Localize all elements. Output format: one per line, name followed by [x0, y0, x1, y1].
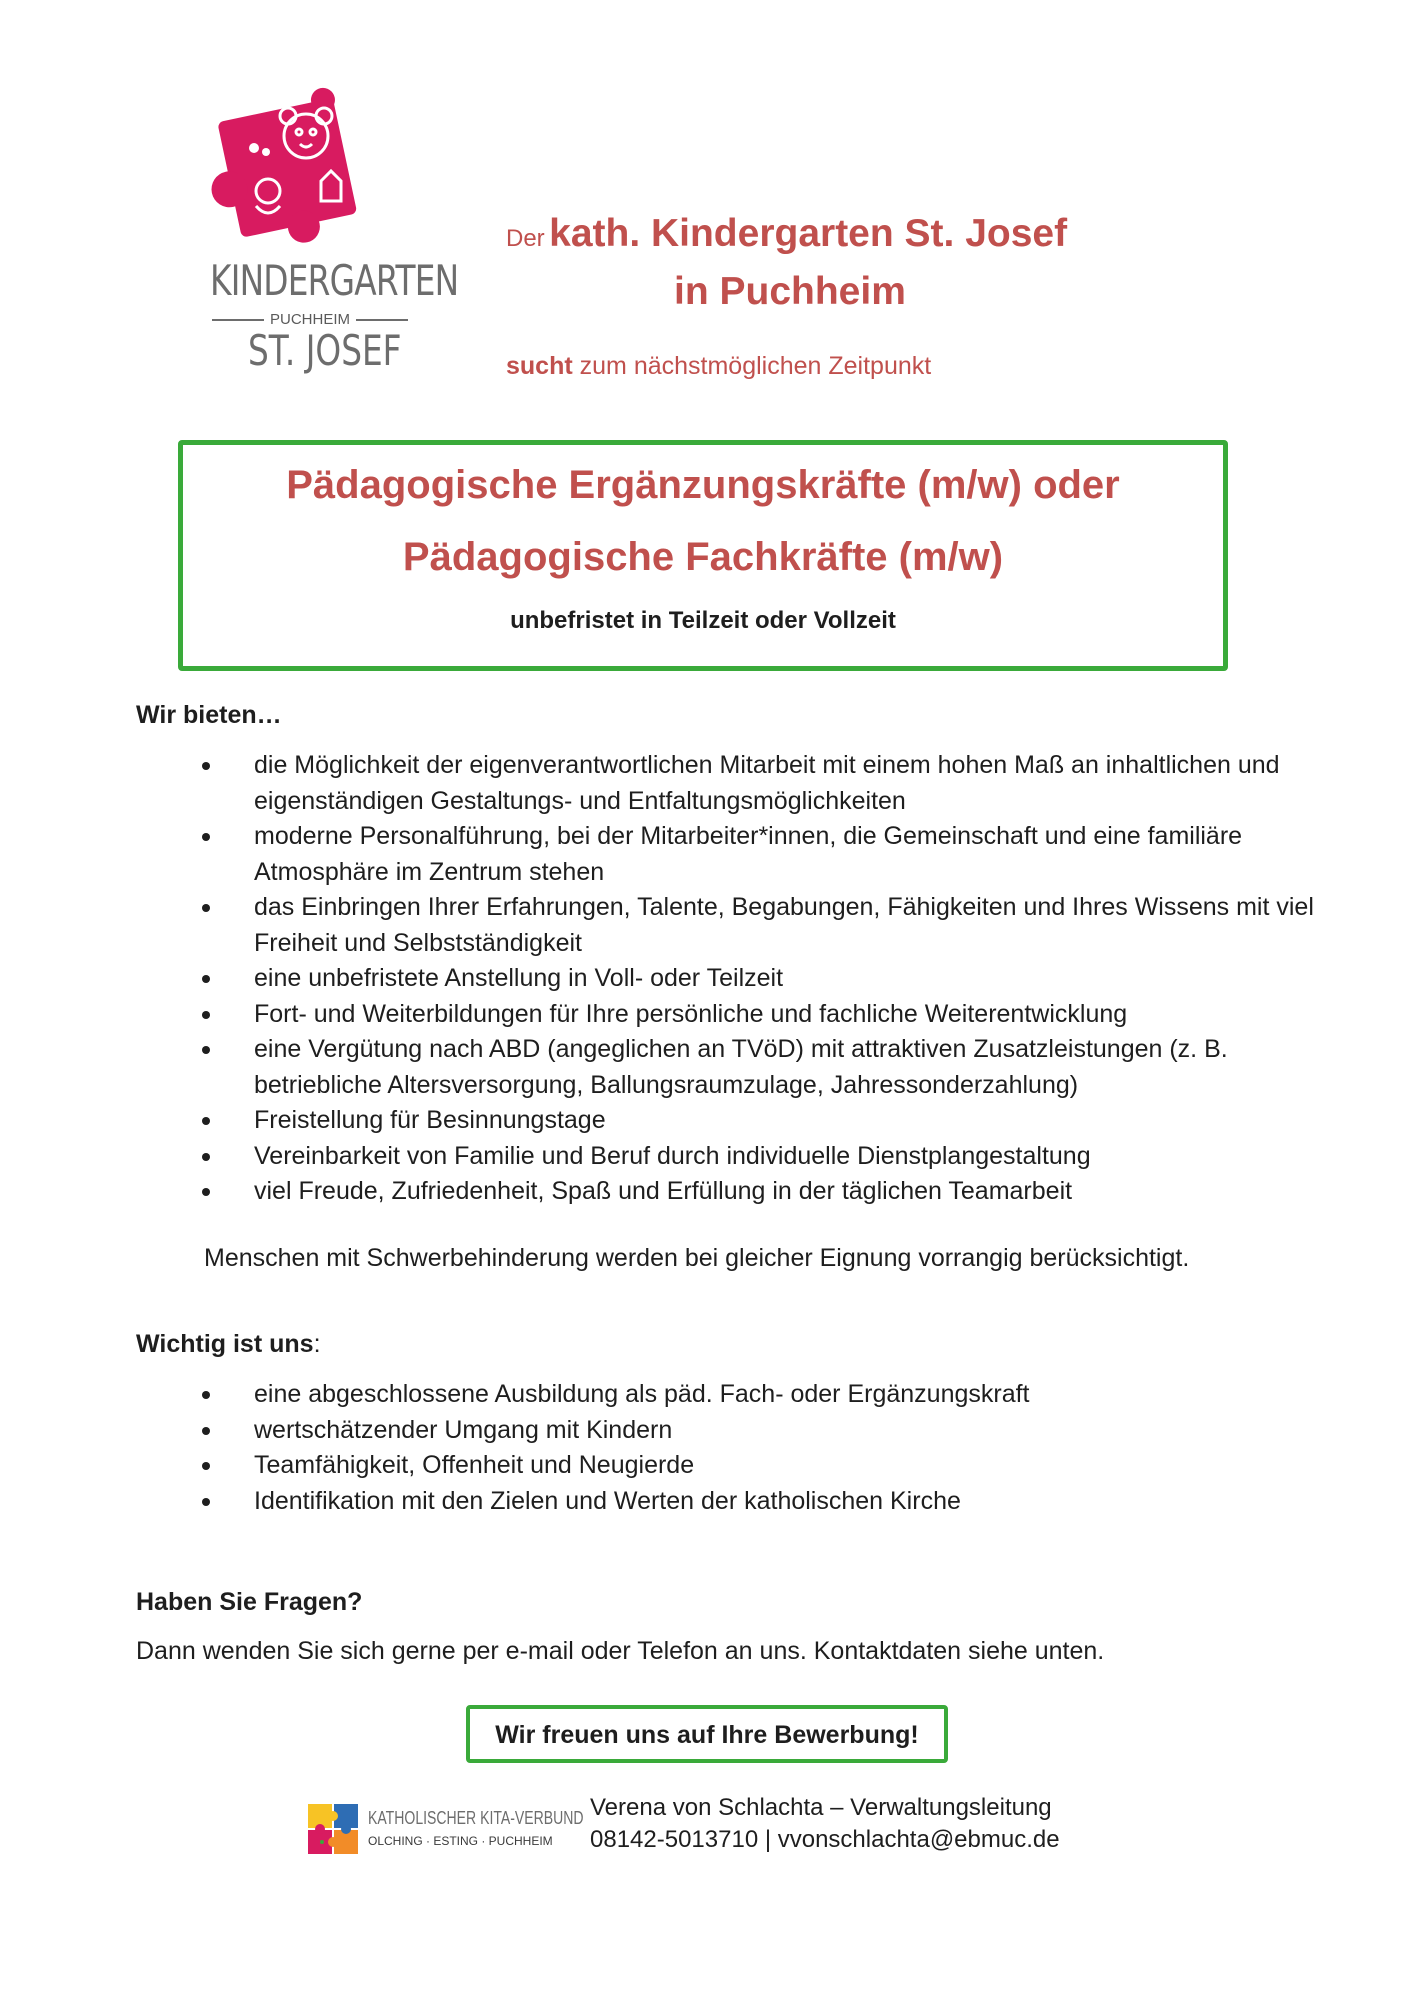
footer-logo-text-1: KATHOLISCHER KITA-VERBUND	[368, 1808, 584, 1828]
puzzle-icon	[306, 1802, 362, 1858]
list-item: Vereinbarkeit von Familie und Beruf durch individuelle Dienstplangestaltung	[198, 1139, 1328, 1175]
requirements-heading-colon: :	[313, 1330, 321, 1358]
list-item: Teamfähigkeit, Offenheit und Neugierde	[198, 1448, 1328, 1484]
job-title-subtitle: unbefristet in Teilzeit oder Vollzeit	[510, 607, 896, 634]
kindergarten-logo	[196, 86, 459, 376]
logo-text-st-josef: ST. JOSEF	[248, 326, 402, 375]
list-item: Freistellung für Besinnungstage	[198, 1103, 1328, 1139]
list-item: Identifikation mit den Zielen und Werten der katholischen Kirche	[198, 1484, 1328, 1520]
logo-text-kindergarten: KINDERGARTEN	[210, 256, 459, 305]
header-sucht-line	[506, 352, 931, 381]
list-item: die Möglichkeit der eigenverantwortlichen Mitarbeit mit einem hohen Maß an inhaltlichen und eigenständigen Gestaltungs- und Entfaltungsmöglichkeiten	[198, 748, 1328, 819]
header-der: Der	[506, 225, 545, 252]
questions-heading: Haben Sie Fragen?	[136, 1588, 363, 1616]
offer-heading: Wir bieten…	[136, 701, 282, 729]
contact-details: 08142-5013710 | vvonschlachta@ebmuc.de	[590, 1826, 1060, 1853]
job-title-line-1: Pädagogische Ergänzungskräfte (m/w) oder	[286, 463, 1120, 507]
header-sucht: sucht	[506, 352, 573, 380]
list-item: wertschätzender Umgang mit Kindern	[198, 1413, 1328, 1449]
job-title-line-2: Pädagogische Fachkräfte (m/w)	[402, 535, 1004, 579]
requirements-heading	[136, 1330, 321, 1359]
list-item: moderne Personalführung, bei der Mitarbeiter*innen, die Gemeinschaft und eine familiäre Atmosphäre im Zentrum stehen	[198, 819, 1328, 890]
list-item: eine Vergütung nach ABD (angeglichen an TVöD) mit attraktiven Zusatzleistungen (z. B. betriebliche Altersversorgung, Ballungsraumzulage, Jahressonderzahlung)	[198, 1032, 1328, 1103]
offer-list	[198, 748, 1328, 1210]
header-sucht-rest: zum nächstmöglichen Zeitpunkt	[579, 352, 932, 380]
list-item: das Einbringen Ihrer Erfahrungen, Talente, Begabungen, Fähigkeiten und Ihres Wissens mit viel Freiheit und Selbstständigkeit	[198, 890, 1328, 961]
logo-rule-right	[356, 319, 408, 321]
cta-text: Wir freuen uns auf Ihre Bewerbung!	[495, 1721, 919, 1749]
header-kindergarten-name: kath. Kindergarten St. Josef	[549, 212, 1068, 255]
kita-verbund-logo	[306, 1802, 584, 1860]
job-title-frame	[178, 440, 1228, 671]
requirements-list	[198, 1377, 1328, 1519]
contact-name: Verena von Schlachta – Verwaltungsleitung	[590, 1794, 1052, 1821]
requirements-heading-text: Wichtig ist uns	[136, 1330, 314, 1358]
logo-text-puchheim-word: PUCHHEIM	[270, 311, 351, 328]
cta-frame	[466, 1705, 948, 1763]
puzzle-bear-icon	[196, 86, 386, 246]
header-line-1	[506, 212, 1067, 256]
footer-logo-text-2: OLCHING · ESTING · PUCHHEIM	[368, 1834, 553, 1848]
list-item: eine abgeschlossene Ausbildung als päd. Fach- oder Ergänzungskraft	[198, 1377, 1328, 1413]
list-item: viel Freude, Zufriedenheit, Spaß und Erfüllung in der täglichen Teamarbeit	[198, 1174, 1328, 1210]
list-item: Fort- und Weiterbildungen für Ihre persönliche und fachliche Weiterentwicklung	[198, 997, 1328, 1033]
list-item: eine unbefristete Anstellung in Voll- oder Teilzeit	[198, 961, 1328, 997]
disability-note: Menschen mit Schwerbehinderung werden bei gleicher Eignung vorrangig berücksichtigt.	[204, 1244, 1190, 1272]
header-location: in Puchheim	[674, 270, 906, 313]
questions-text: Dann wenden Sie sich gerne per e-mail oder Telefon an uns. Kontaktdaten siehe unten.	[136, 1637, 1105, 1665]
logo-rule-left	[212, 319, 264, 321]
